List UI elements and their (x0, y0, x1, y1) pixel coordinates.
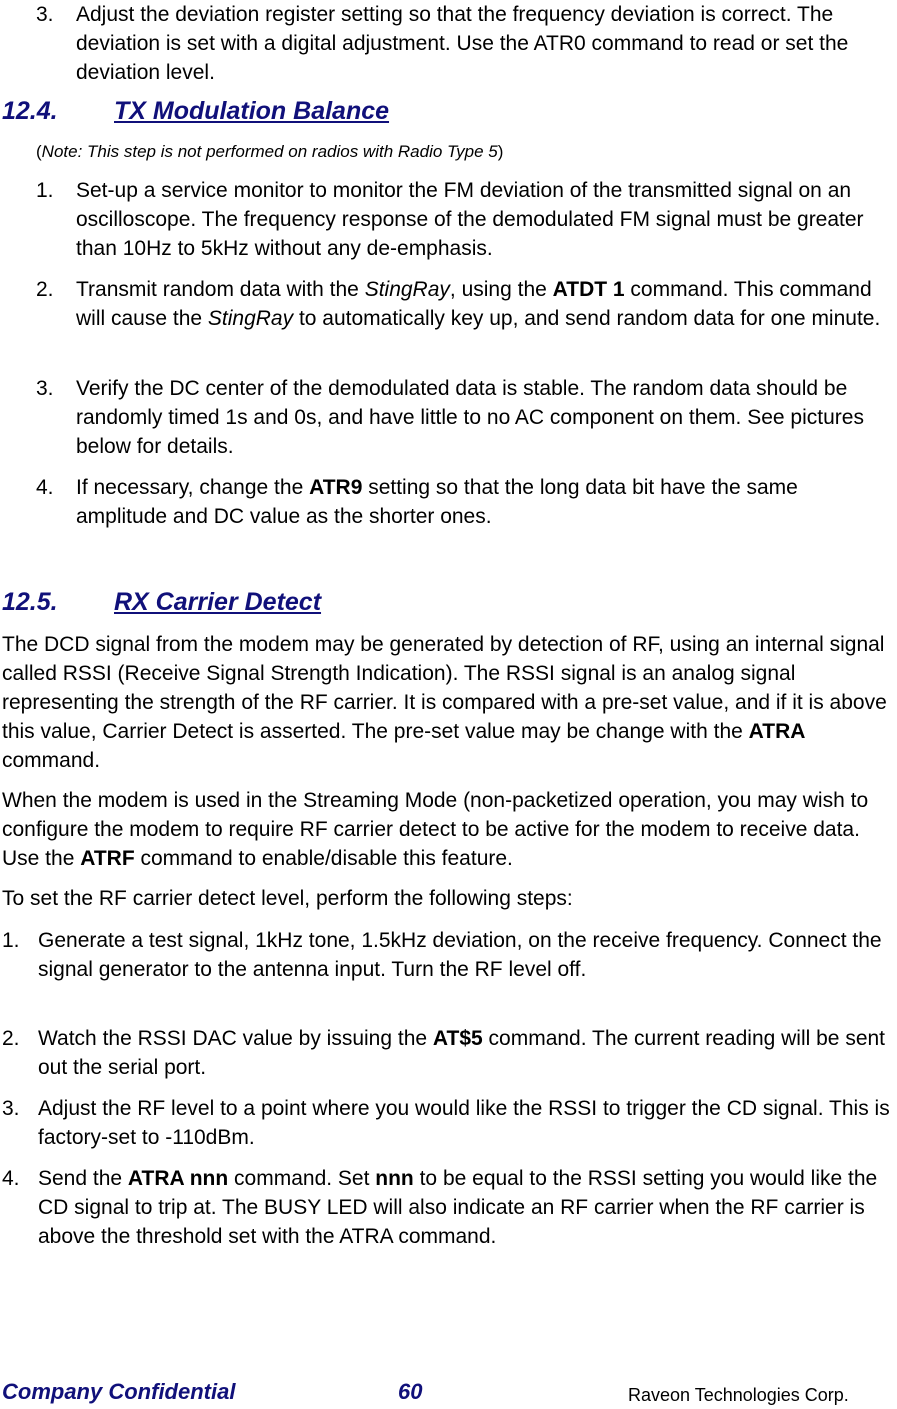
section-number: 12.4. (2, 97, 58, 125)
list-number: 3. (2, 1097, 20, 1120)
paragraph-streaming-mode: When the modem is used in the Streaming Mode (non-packetized operation, you may wish to configure the modem to require RF carrier detect to be active for the modem to receive data. Use the ATRF command to enable/disable this feature. (2, 789, 869, 870)
paragraph-steps-intro: To set the RF carrier detect level, perform the following steps: (2, 887, 573, 910)
list-text: Set-up a service monitor to monitor the FM deviation of the transmitted signal on an oscilloscope. The frequency response of the demodulated FM signal must be greater than 10Hz to 5kHz without any de-emphasis. (76, 179, 864, 260)
list-number: 4. (2, 1167, 20, 1190)
command-name: ATDT 1 (552, 278, 625, 301)
list-text: Send the ATRA nnn command. Set nnn to be equal to the RSSI setting you would like the CD signal to trip at. The BUSY LED will also indicate an RF carrier when the RF carrier is above the threshold set with the ATRA command. (38, 1167, 878, 1248)
command-parameter: nnn (375, 1167, 414, 1190)
command-name: ATRA (748, 720, 806, 743)
list-text: Verify the DC center of the demodulated data is stable. The random data should be randomly timed 1s and 0s, and have little to no AC component on them. See pictures below for details. (76, 377, 864, 458)
list-number: 2. (36, 278, 54, 301)
paragraph-dcd-signal: The DCD signal from the modem may be generated by detection of RF, using an internal signal called RSSI (Receive Signal Strength Indication). The RSSI signal is an analog signal representing the strength of the RF carrier. It is compared with a pre-set value, and if it is above this value, Carrier Detect is asserted. The pre-set value may be change with the ATRA command. (2, 633, 887, 772)
list-number: 1. (2, 929, 20, 952)
note-text: Note: This step is not performed on radios with Radio Type 5 (41, 142, 498, 161)
list-number: 3. (36, 377, 54, 400)
command-name: ATR9 (309, 476, 363, 499)
section-title: RX Carrier Detect (114, 588, 322, 616)
list-text: Watch the RSSI DAC value by issuing the AT$5 command. The current reading will be sent out the serial port. (38, 1027, 886, 1079)
section-number: 12.5. (2, 588, 58, 616)
list-number: 3. (36, 3, 54, 26)
product-name: StingRay (207, 307, 294, 330)
list-item (36, 0, 894, 88)
command-name: ATRF (80, 847, 135, 870)
list-text: Generate a test signal, 1kHz tone, 1.5kHz deviation, on the receive frequency. Connect the signal generator to the antenna input. Turn the RF level off. (38, 929, 882, 981)
list-text: Adjust the RF level to a point where you would like the RSSI to trigger the CD signal. This is factory-set to -110dBm. (38, 1097, 890, 1149)
list-number: 2. (2, 1027, 20, 1050)
footer-confidential: Company Confidential (2, 1379, 236, 1404)
list-text: Transmit random data with the StingRay, using the ATDT 1 command. This command will cause the StingRay to automatically key up, and send random data for one minute. (76, 278, 881, 330)
list-text: Adjust the deviation register setting so that the frequency deviation is correct. The deviation is set with a digital adjustment. Use the ATR0 command to read or set the deviation level. (76, 3, 849, 84)
section-title: TX Modulation Balance (114, 97, 390, 125)
list-number: 4. (36, 476, 54, 499)
list-text: If necessary, change the ATR9 setting so that the long data bit have the same amplitude and DC value as the shorter ones. (76, 476, 798, 528)
section-note: (Note: This step is not performed on radios with Radio Type 5) (36, 142, 504, 161)
product-name: StingRay (364, 278, 450, 301)
command-name: ATRA nnn (127, 1167, 229, 1190)
footer-company: Raveon Technologies Corp. (628, 1385, 849, 1405)
page-number: 60 (398, 1379, 423, 1404)
list-number: 1. (36, 179, 54, 202)
command-name: AT$5 (432, 1027, 483, 1050)
